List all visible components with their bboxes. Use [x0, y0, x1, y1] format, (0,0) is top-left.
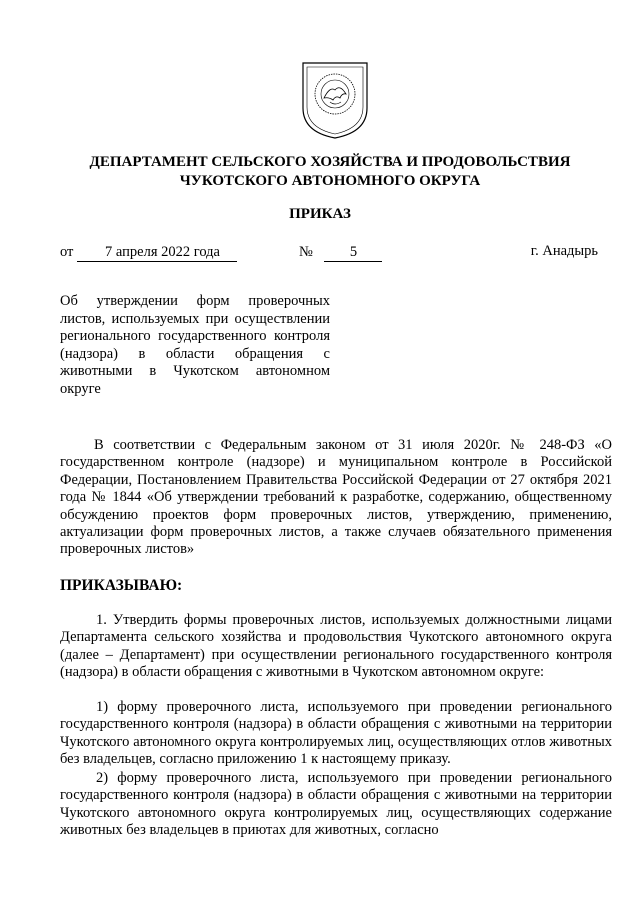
date-row — [60, 243, 237, 262]
org-title-line-1: ДЕПАРТАМЕНТ СЕЛЬСКОГО ХОЗЯЙСТВА И ПРОДОВОЛЬСТВИЯ — [89, 154, 571, 170]
organization-title — [40, 153, 620, 191]
city: г. Анадырь — [530, 243, 598, 259]
order-date: 7 апреля 2022 года — [77, 243, 237, 262]
coat-of-arms-icon — [300, 60, 370, 140]
order-number: 5 — [324, 243, 382, 262]
org-title-line-2: ЧУКОТСКОГО АВТОНОМНОГО ОКРУГА — [179, 173, 481, 189]
decree-word: ПРИКАЗЫВАЮ: — [60, 577, 183, 594]
subitem-2-paragraph: 2) форму проверочного листа, используемого при проведении регионального государственного контроля (надзора) в области обращения с животными на территории Чукотского автономного округа контролируемых лиц, осуществляющих содержание животных без владельцев в приютах для животных, согласно — [60, 770, 612, 839]
preamble-paragraph: В соответствии с Федеральным законом от 31 июля 2020г. № 248-ФЗ «О государственном контроле (надзоре) и муниципальном контроле в Российской Федерации, Постановлением Правительства Российской Федерации от 27 октября 2021 года № 1844 «Об утверждении требований к разработке, содержанию, общественному обсуждению проектов форм проверочных листов, утверждению, применению, актуализации форм проверочных листов, а также случаев обязательного применения проверочных листов» — [60, 437, 612, 558]
document-type-heading: ПРИКАЗ — [289, 206, 351, 222]
subitem-1-paragraph: 1) форму проверочного листа, используемого при проведении регионального государственного контроля (надзора) в области обращения с животными на территории Чукотского автономного округа контролируемых лиц, осуществляющих отлов животных без владельцев, согласно приложению 1 к настоящему приказу. — [60, 699, 612, 768]
number-row — [299, 243, 382, 262]
date-prefix: от — [60, 244, 74, 260]
order-subject: Об утверждении форм проверочных листов, используемых при осуществлении регионального государственного контроля (надзора) в области обращения с животными в Чукотском автономном округе — [60, 293, 330, 397]
item-1-paragraph: 1. Утвердить формы проверочных листов, используемых должностными лицами Департамента сельского хозяйства и продовольствия Чукотского автономного округа (далее – Департамент) при осуществлении регионального государственного контроля (надзора) в области обращения с животными в Чукотском автономном округе: — [60, 612, 612, 681]
number-label: № — [299, 244, 313, 260]
